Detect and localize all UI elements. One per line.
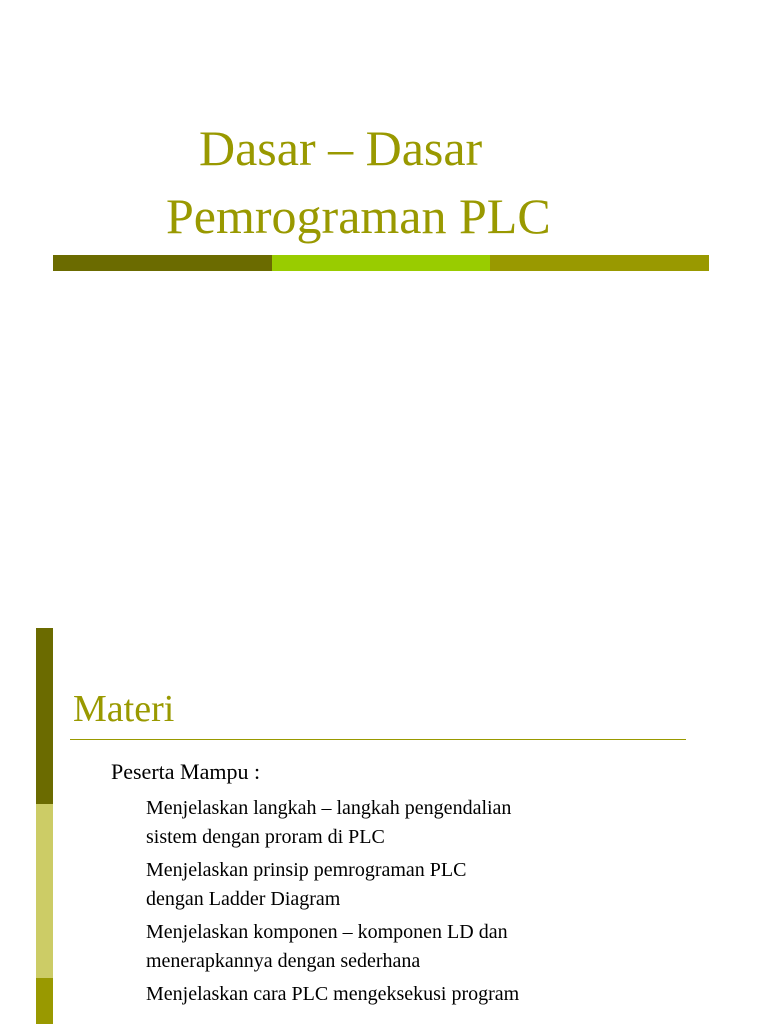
list-item: Menjelaskan komponen – komponen LD dan menerapkannya dengan sederhana	[146, 921, 508, 972]
slide-title-line-1: Dasar – Dasar	[199, 120, 483, 176]
slide-heading: Materi	[73, 688, 175, 730]
slide-title-line-2: Pemrograman PLC	[166, 188, 551, 244]
heading-underline	[70, 739, 686, 740]
content-slide	[0, 600, 768, 1024]
side-bar-segment-mid	[36, 978, 53, 1024]
list-item: Menjelaskan cara PLC mengeksekusi program	[146, 983, 520, 1005]
bullet-list	[146, 794, 519, 1013]
title-bar-segment-bright	[272, 255, 491, 271]
intro-text: Peserta Mampu :	[111, 759, 261, 784]
title-bar-segment-dark	[53, 255, 272, 271]
side-bar-segment-light	[36, 804, 53, 978]
title-decorative-bar	[53, 255, 709, 271]
title-bar-segment-olive	[490, 255, 709, 271]
side-bar-segment-dark	[36, 628, 53, 804]
list-item: Menjelaskan prinsip pemrograman PLC dengan Ladder Diagram	[146, 859, 467, 910]
side-decorative-bar	[36, 628, 53, 1024]
list-item: Menjelaskan langkah – langkah pengendalian sistem dengan proram di PLC	[146, 797, 512, 848]
